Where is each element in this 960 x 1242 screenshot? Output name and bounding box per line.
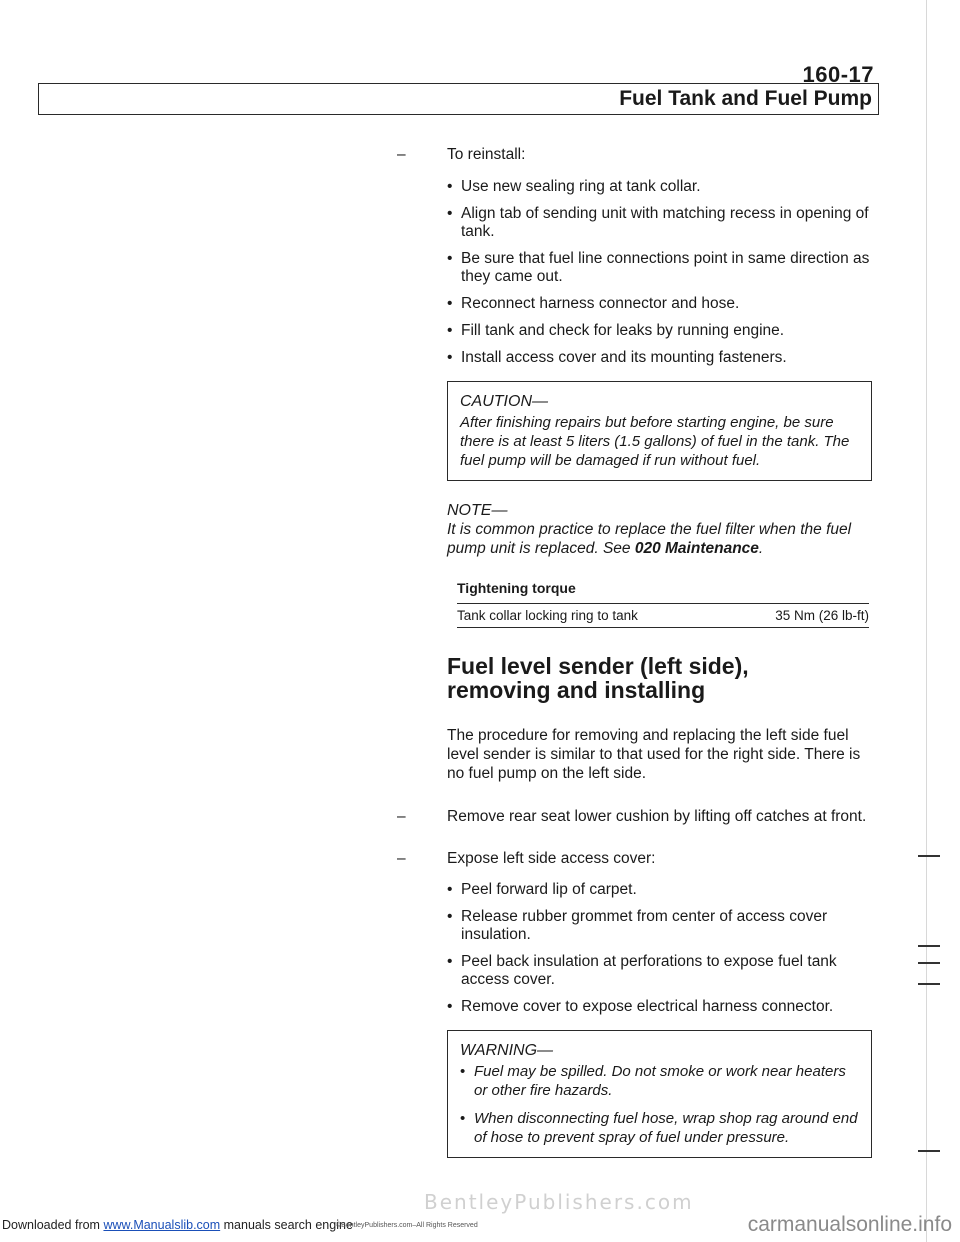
warning-box bbox=[447, 1030, 872, 1158]
torque-item: Tank collar locking ring to tank bbox=[457, 608, 638, 623]
margin-tick bbox=[918, 983, 940, 985]
list-item: • Be sure that fuel line connections point in same direction as they came out. bbox=[447, 250, 870, 285]
remove-seat-step: – Remove rear seat lower cushion by lifting off catches at front. bbox=[397, 808, 867, 825]
caution-text: After finishing repairs but before starting engine, be sure there is at least 5 liters (1.5 gallons) of fuel in the tank. The fuel pump will be damaged if run without fuel. bbox=[460, 414, 850, 469]
header-bar bbox=[38, 83, 879, 115]
page-footer bbox=[0, 1210, 960, 1238]
section-heading: Fuel level sender (left side), removing and installing bbox=[447, 653, 749, 703]
publisher-watermark: BentleyPublishers.com bbox=[424, 1190, 694, 1214]
list-item: • Align tab of sending unit with matching recess in opening of tank. bbox=[447, 205, 869, 240]
margin-scan-marks bbox=[918, 0, 948, 1242]
reinstall-step bbox=[397, 145, 872, 164]
caution-box bbox=[447, 381, 872, 481]
margin-tick bbox=[918, 855, 940, 857]
note-block: NOTE— It is common practice to replace the fuel filter when the fuel pump unit is replaced. See 020 Maintenance. bbox=[447, 501, 872, 558]
step-dash: – bbox=[397, 850, 406, 867]
list-item: • Install access cover and its mounting fasteners. bbox=[447, 349, 787, 366]
manualslib-link[interactable]: www.Manualslib.com bbox=[103, 1218, 221, 1232]
note-heading: NOTE— bbox=[447, 502, 508, 519]
table-row bbox=[457, 603, 869, 628]
section-title: Fuel Tank and Fuel Pump bbox=[619, 87, 872, 110]
reinstall-intro: To reinstall: bbox=[447, 146, 526, 163]
page-number: 160-17 bbox=[802, 62, 874, 87]
margin-tick bbox=[918, 945, 940, 947]
torque-title: Tightening torque bbox=[457, 580, 576, 596]
list-item: • When disconnecting fuel hose, wrap shop rag around end of hose to prevent spray of fuel under pressure. bbox=[460, 1110, 858, 1146]
copyright-text: ©BentleyPublishers.com–All Rights Reserved bbox=[336, 1222, 478, 1229]
expose-list bbox=[422, 881, 872, 1016]
step-dash: – bbox=[397, 808, 406, 825]
margin-tick bbox=[918, 1150, 940, 1152]
list-item: • Reconnect harness connector and hose. bbox=[447, 295, 740, 312]
list-item: • Peel forward lip of carpet. bbox=[447, 881, 637, 898]
warning-list bbox=[460, 1062, 861, 1147]
list-item: • Release rubber grommet from center of access cover insulation. bbox=[447, 908, 828, 943]
note-text: It is common practice to replace the fuel filter when the fuel pump unit is replaced. See bbox=[447, 521, 852, 557]
page-content bbox=[397, 145, 872, 1158]
carmanuals-link[interactable]: carmanualsonline.info bbox=[747, 1213, 952, 1236]
torque-value: 35 Nm (26 lb-ft) bbox=[775, 608, 869, 623]
list-item: • Fuel may be spilled. Do not smoke or work near heaters or other fire hazards. bbox=[460, 1063, 846, 1099]
torque-table bbox=[457, 580, 869, 628]
section-intro: The procedure for removing and replacing the left side fuel level sender is similar to that used for the right side. There is no fuel pump on the left side. bbox=[447, 727, 861, 782]
expose-cover-step: – Expose left side access cover: bbox=[397, 850, 656, 867]
warning-heading: WARNING— bbox=[460, 1042, 554, 1059]
step-dash: – bbox=[397, 146, 406, 163]
list-item: • Use new sealing ring at tank collar. bbox=[447, 178, 701, 195]
list-item: • Fill tank and check for leaks by running engine. bbox=[447, 322, 785, 339]
download-notice: Downloaded from www.Manualslib.com manuals search engine bbox=[2, 1218, 353, 1232]
margin-tick bbox=[918, 962, 940, 964]
list-item: • Remove cover to expose electrical harness connector. bbox=[447, 998, 834, 1015]
reinstall-list bbox=[422, 178, 872, 367]
list-item: • Peel back insulation at perforations to expose fuel tank access cover. bbox=[447, 953, 837, 988]
caution-heading: CAUTION— bbox=[460, 393, 548, 410]
margin-rule bbox=[926, 0, 927, 1242]
note-reference: 020 Maintenance bbox=[634, 540, 759, 557]
